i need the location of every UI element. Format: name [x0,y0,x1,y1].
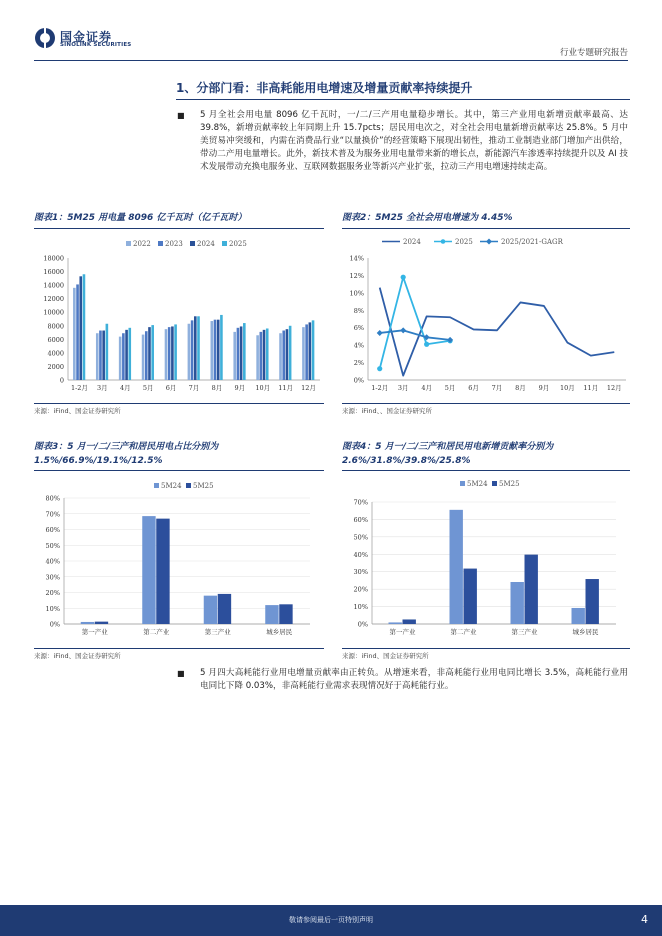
figure-4-svg [342,474,630,646]
figure-4-title: 图表4：5 月一/二/三产和居民用电新增贡献率分别为 2.6%/31.8%/39.8%/25.8% [342,442,554,466]
figure-2-title: 图表2：5M25 全社会用电增速为 4.45% [342,213,513,223]
logo-text-cn: 国金证券 [60,30,113,44]
x-tick-label: 第二产业 [450,628,477,636]
y-tick-label: 0% [49,620,60,629]
legend-swatch-2022 [126,241,131,246]
bullet-icon: ■ [177,669,185,678]
x-tick-label: 3月 [397,384,409,392]
legend-label: 2025/2021-GAGR [501,238,563,246]
point-2025/2021-GAGR-1 [400,327,406,333]
y-tick-label: 2% [353,359,364,368]
x-tick-label: 城乡居民 [266,628,293,636]
bar-2025-10月 [266,328,269,380]
figure-1-chart [34,232,324,400]
legend-marker-2025/2021-GAGR [486,239,492,245]
bar-2024-10月 [263,330,266,380]
x-tick-label: 第一产业 [389,628,416,636]
y-tick-label: 8000 [47,322,64,331]
y-tick-label: 0 [59,376,64,385]
x-tick-label: 11月 [278,384,294,392]
figure-2-chart [342,232,630,400]
legend-swatch-5M25 [186,483,191,488]
y-tick-label: 0% [353,376,364,385]
figure-2-svg [342,232,630,400]
y-tick-label: 60% [45,526,60,534]
bar-2023-6月 [168,327,171,380]
bar-2024-1-2月 [79,276,82,380]
bar-2024-12月 [309,322,312,380]
body-paragraph-2: 5 月四大高耗能行业用电增量贡献率由正转负。从增速来看，非高耗能行业用电同比增长 3.5%，高耗能行业用电同比下降 0.03%，非高耗能行业需求表现情况好于高耗能行业。 [200,668,628,691]
figure-3-title-divider [34,470,324,471]
report-type: 行业专题研究报告 [559,48,628,58]
legend-label: 2023 [165,240,183,248]
y-tick-label: 4000 [47,349,64,358]
figure-3-bottom-divider [34,648,324,649]
bar-2025-9月 [243,323,246,380]
bar-2022-10月 [256,335,259,380]
y-tick-label: 50% [353,533,368,542]
y-tick-label: 0% [357,620,368,629]
figure-4-bottom-divider [342,648,630,649]
bar-5M25-第三产业 [218,594,231,624]
x-tick-label: 第二产业 [143,628,170,636]
y-tick-label: 2000 [47,362,64,371]
line-series-2024 [380,288,615,376]
y-tick-label: 10% [349,289,364,298]
figure-3-svg [34,474,324,646]
x-tick-label: 8月 [211,384,223,392]
bar-2025-7月 [197,316,200,380]
bar-2023-1-2月 [76,284,79,380]
bar-5M24-第三产业 [204,596,217,624]
y-tick-label: 20% [353,585,368,594]
bar-2022-4月 [119,337,122,380]
y-tick-label: 60% [353,515,368,524]
line-series-2025/2021-GAGR [380,330,450,340]
bar-5M25-第三产业 [525,555,538,624]
y-tick-label: 14000 [43,281,64,290]
figure-2-bottom-divider [342,403,630,404]
bar-2022-3月 [96,333,99,380]
bar-2022-1-2月 [73,288,76,380]
bar-2025-4月 [128,328,131,380]
x-tick-label: 9月 [538,384,550,392]
y-tick-label: 80% [45,494,60,503]
y-tick-label: 12% [349,271,364,280]
y-tick-label: 8% [353,306,364,315]
figure-1-bottom-divider [34,403,324,404]
legend-swatch-5M25 [492,481,497,486]
bar-2025-3月 [106,324,109,380]
x-tick-label: 1-2月 [371,384,389,392]
y-tick-label: 70% [45,510,60,519]
y-tick-label: 10% [45,604,60,613]
legend-label: 5M24 [467,480,488,488]
y-tick-label: 4% [353,341,364,350]
bar-5M25-第二产业 [464,569,477,624]
bar-5M24-第一产业 [81,622,94,624]
bar-2022-12月 [302,327,305,380]
x-tick-label: 1-2月 [70,384,88,392]
bar-2023-7月 [191,320,194,380]
x-tick-label: 城乡居民 [572,628,599,636]
page-number: 4 [641,913,648,926]
bar-2025-11月 [289,326,292,380]
legend-swatch-2023 [158,241,163,246]
bar-2024-8月 [217,320,220,380]
bar-5M25-第一产业 [95,622,108,624]
y-tick-label: 40% [45,557,60,566]
x-tick-label: 10月 [559,384,575,392]
bar-2023-3月 [99,331,102,380]
figure-1-source: 来源：iFind、国金证券研究所 [34,407,121,415]
bar-5M25-第一产业 [403,619,416,624]
bar-5M24-第三产业 [511,582,524,624]
bar-2025-8月 [220,315,223,380]
bar-2024-7月 [194,316,197,380]
bar-5M25-城乡居民 [586,579,599,624]
point-2025/2021-GAGR-0 [377,330,383,336]
x-tick-label: 5月 [142,384,154,392]
bar-2025-1-2月 [83,274,86,380]
bar-5M24-第一产业 [389,622,402,624]
figure-3-chart [34,474,324,646]
point-2025-0 [377,366,382,371]
figure-3-title: 图表3：5 月一/二/三产和居民用电占比分别为 1.5%/66.9%/19.1%/12.5% [34,442,219,466]
y-tick-label: 40% [353,550,368,559]
y-tick-label: 18000 [43,254,64,263]
bar-2025-5月 [151,325,154,380]
y-tick-label: 6% [353,324,364,333]
bar-2022-8月 [211,321,214,380]
body-paragraph-1: 5 月全社会用电量 8096 亿千瓦时，一/二/三产用电量稳步增长。其中，第三产业用电新增贡献率最高、达 39.8%，新增贡献率较上年同期上升 15.7pcts；居民用电次之，对全社会用电量新增贡献率达 25.8%。5 月中美贸易冲突缓和，内需在消费品行业“以量换价”的经营策略下展现出韧性，推动工业制造业部门增加产出供给，带动二产用电量增长。此外，新技术普及为服务业用电量带来新的增长点，新能源汽车渗透率持续提升以及 AI 技术发展带动充换电服务业、互联网数据服务业等新兴产业扩张，拉动三产用电增速持续走高。 [200,110,628,172]
x-tick-label: 12月 [301,384,316,392]
legend-label: 5M25 [193,482,214,490]
legend-marker-2025 [441,239,446,244]
bar-2024-9月 [240,326,243,380]
bar-2023-12月 [305,324,308,380]
bar-2023-10月 [260,332,263,380]
bar-2024-3月 [102,331,105,380]
bar-5M24-第二产业 [142,516,155,624]
legend-label: 2025 [229,240,247,248]
bar-5M24-城乡居民 [572,608,585,624]
section-divider [176,99,630,100]
bar-2023-11月 [282,331,285,380]
bar-2025-6月 [174,324,177,380]
bar-2023-4月 [122,333,125,380]
x-tick-label: 9月 [234,384,246,392]
company-logo [34,27,134,51]
section-title: 1、分部门看：非高耗能用电增速及增量贡献率持续提升 [176,81,473,95]
y-tick-label: 70% [353,498,368,507]
legend-label: 2022 [133,240,151,248]
bar-2023-8月 [214,320,217,380]
bar-2023-9月 [237,328,240,380]
y-tick-label: 20% [45,589,60,597]
line-series-2025 [380,277,450,369]
legend-swatch-2024 [190,241,195,246]
figure-1-title: 图表1：5M25 用电量 8096 亿千瓦时（亿千瓦时） [34,213,247,223]
y-tick-label: 10% [353,603,368,612]
x-tick-label: 4月 [421,384,432,392]
bar-2024-11月 [286,329,289,380]
bar-5M24-第二产业 [450,510,463,624]
bar-5M24-城乡居民 [265,605,278,624]
legend-swatch-5M24 [460,481,465,486]
x-tick-label: 第三产业 [204,628,231,636]
bar-5M25-第二产业 [156,519,169,624]
bar-2023-5月 [145,331,148,380]
x-tick-label: 10月 [255,384,271,392]
figure-1-title-divider [34,228,324,229]
y-tick-label: 6000 [47,335,64,344]
y-tick-label: 10000 [43,308,64,317]
bar-2022-6月 [165,329,168,380]
bar-2022-11月 [279,333,282,380]
figure-2-source: 来源：iFind、、国金证券研究所 [342,407,432,415]
x-tick-label: 11月 [583,384,599,392]
legend-label: 5M24 [161,482,182,490]
bar-2022-7月 [188,324,191,380]
legend-label: 2025 [455,238,473,246]
figure-3-source: 来源：iFind、国金证券研究所 [34,652,121,660]
x-tick-label: 3月 [97,384,108,392]
x-tick-label: 6月 [468,384,479,392]
logo-mark-icon [34,27,56,49]
bar-5M25-城乡居民 [279,604,292,624]
x-tick-label: 4月 [119,384,131,392]
header-divider [34,60,628,61]
x-tick-label: 5月 [444,384,456,392]
bar-2025-12月 [312,320,315,380]
x-tick-label: 7月 [188,384,200,392]
y-tick-label: 30% [353,568,368,577]
x-tick-label: 第三产业 [511,628,538,636]
figure-2-title-divider [342,228,630,229]
bar-2022-9月 [233,332,236,380]
figure-1-svg [34,232,324,400]
footer-disclaimer: 敬请参阅最后一页特别声明 [289,916,373,924]
figure-4-title-divider [342,470,630,471]
legend-swatch-5M24 [154,483,159,488]
figure-4-source: 来源：iFind、国金证券研究所 [342,652,429,660]
legend-label: 5M25 [499,480,520,488]
bar-2024-4月 [125,330,128,380]
x-tick-label: 8月 [515,384,526,392]
figure-4-chart [342,474,630,646]
point-2025-1 [401,275,406,280]
legend-label: 2024 [197,240,215,248]
x-tick-label: 7月 [491,384,503,392]
logo-text-en: SINOLINK SECURITIES [60,42,132,48]
x-tick-label: 第一产业 [81,628,108,636]
y-tick-label: 14% [349,254,364,263]
bar-2022-5月 [142,335,145,380]
x-tick-label: 12月 [606,384,622,392]
x-tick-label: 6月 [165,384,177,392]
y-tick-label: 12000 [43,295,64,304]
point-2025-2 [424,342,429,347]
bar-2024-5月 [148,327,151,380]
y-tick-label: 30% [45,573,60,582]
y-tick-label: 16000 [43,268,64,277]
bar-2024-6月 [171,326,174,380]
y-tick-label: 50% [45,541,60,550]
legend-label: 2024 [403,238,421,246]
bullet-icon: ■ [177,111,185,120]
legend-swatch-2025 [222,241,227,246]
page-footer [0,905,662,936]
